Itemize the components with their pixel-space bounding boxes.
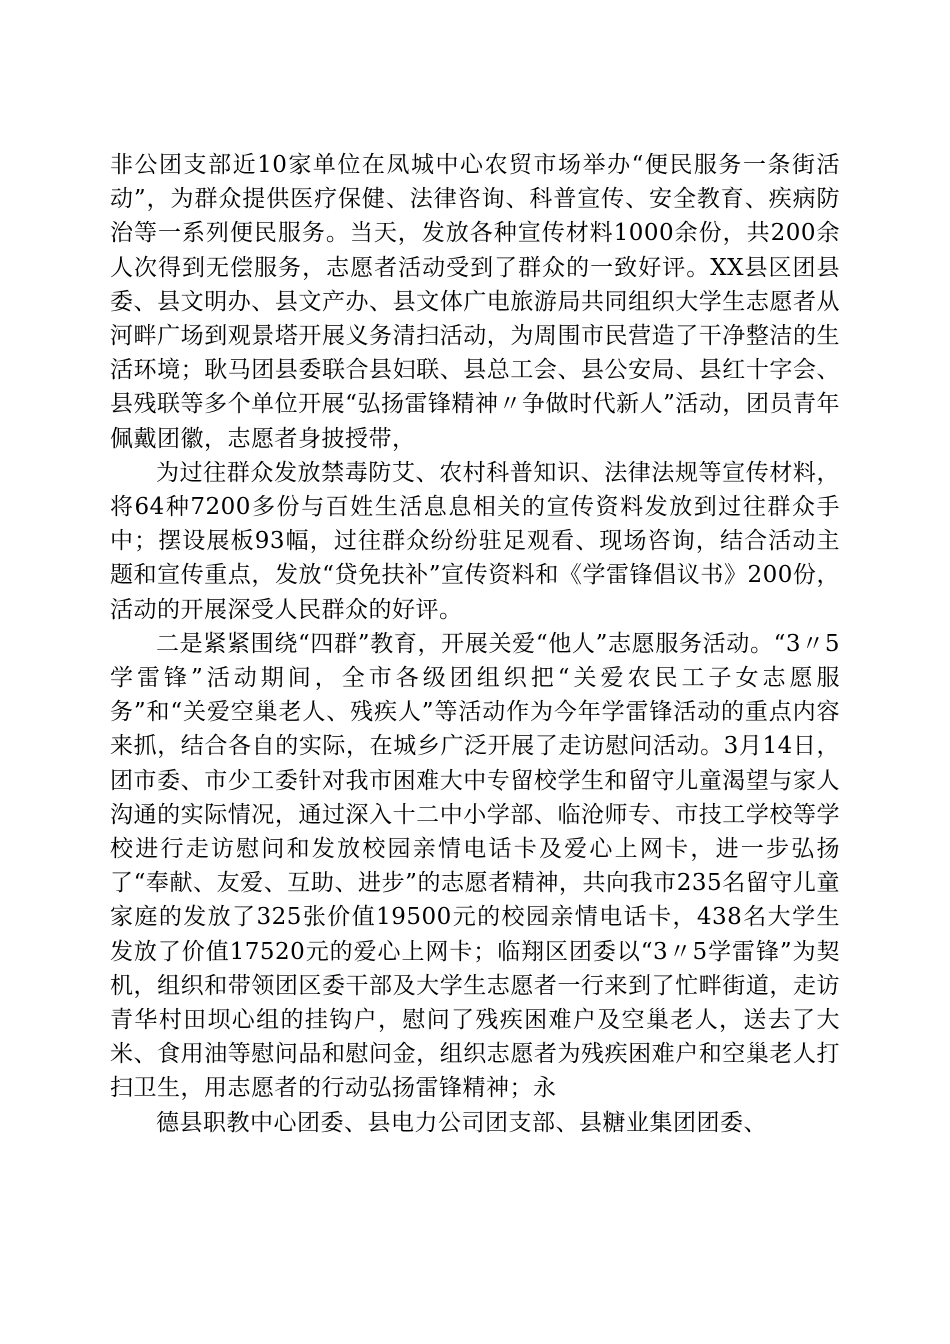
paragraph-2: 为过往群众发放禁毒防艾、农村科普知识、法律法规等宣传材料，将64种7200多份与百姓生活息息相关的宣传资料发放到过往群众手中；摆设展板93幅，过往群众纷纷驻足观看、现场咨询，结合活动主题和宣传重点，发放“贷免扶补”宣传资料和《学雷锋倡议书》200份，活动的开展深受人民群众的好评。 bbox=[110, 459, 840, 623]
document-page bbox=[110, 148, 840, 1140]
paragraph-4: 德县职教中心团委、县电力公司团支部、县糖业集团团委、 bbox=[156, 1109, 767, 1136]
paragraph-3: 二是紧紧围绕“四群”教育，开展关爱“他人”志愿服务活动。“3〃5学雷锋”活动期间，全市各级团组织把“关爱农民工子女志愿服务”和“关爱空巢老人、残疾人”等活动作为今年学雷锋活动的重点内容来抓，结合各自的实际，在城乡广泛开展了走访慰问活动。3月14日，团市委、市少工委针对我市困难大中专留校学生和留守儿童渴望与家人沟通的实际情况，通过深入十二中小学部、临沧师专、市技工学校等学校进行走访慰问和发放校园亲情电话卡及爱心上网卡，进一步弘扬了“奉献、友爱、互助、进步”的志愿者精神，共向我市235名留守儿童家庭的发放了325张价值19500元的校园亲情电话卡，438名大学生发放了价值17520元的爱心上网卡；临翔区团委以“3〃5学雷锋”为契机，组织和带领团区委干部及大学生志愿者一行来到了忙畔街道，走访青华村田坝心组的挂钩户，慰问了残疾困难户及空巢老人，送去了大米、食用油等慰问品和慰问金，组织志愿者为残疾困难户和空巢老人打扫卫生，用志愿者的行动弘扬雷锋精神；永 bbox=[110, 630, 840, 1102]
paragraph-1: 非公团支部近10家单位在凤城中心农贸市场举办“便民服务一条街活动”，为群众提供医疗保健、法律咨询、科普宣传、安全教育、疾病防治等一系列便民服务。当天，发放各种宣传材料1000余份，共200余人次得到无偿服务，志愿者活动受到了群众的一致好评。XX县区团县委、县文明办、县文产办、县文体广电旅游局共同组织大学生志愿者从河畔广场到观景塔开展义务清扫活动，为周围市民营造了干净整洁的生活环境；耿马团县委联合县妇联、县总工会、县公安局、县红十字会、县残联等多个单位开展“弘扬雷锋精神〃争做时代新人”活动，团员青年佩戴团徽，志愿者身披授带， bbox=[110, 152, 840, 452]
